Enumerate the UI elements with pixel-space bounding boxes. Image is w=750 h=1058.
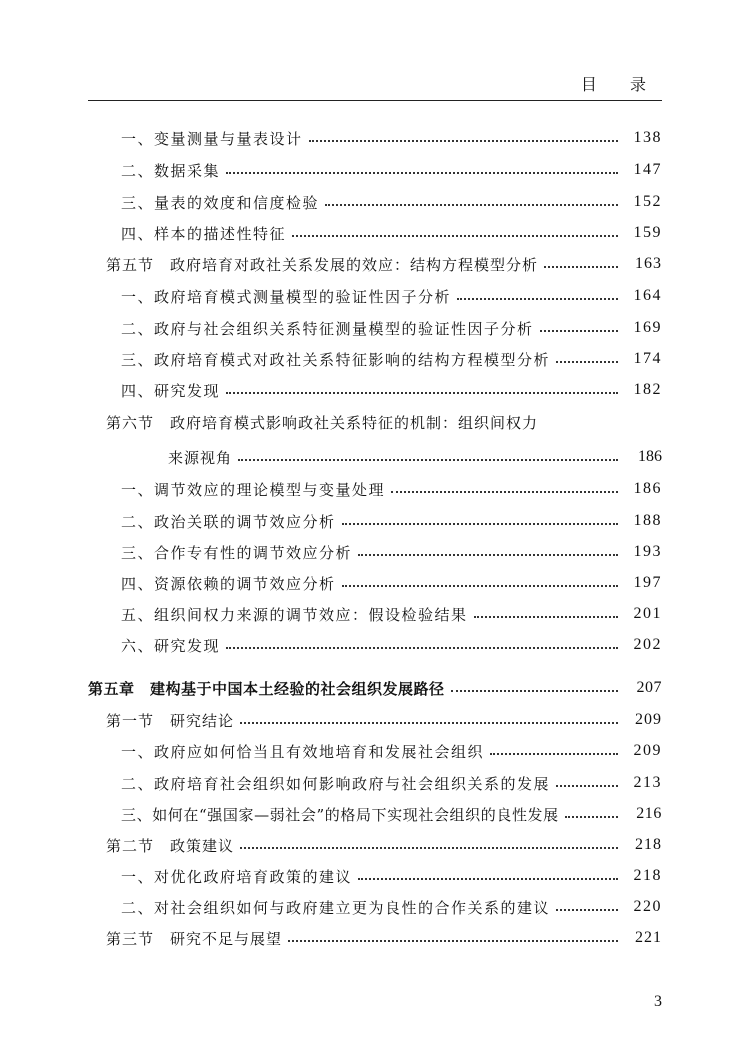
toc-entry[interactable] <box>121 123 662 153</box>
toc-section-entry[interactable] <box>168 442 662 472</box>
toc-entry-label: 三、量表的效度和信度检验 <box>121 193 320 212</box>
toc-entry[interactable] <box>121 537 662 567</box>
toc-page-number: 209 <box>633 742 662 759</box>
toc-page-number: 216 <box>636 805 662 822</box>
toc-entry-label: 一、调节效应的理论模型与变量处理 <box>121 480 386 499</box>
toc-entry-label: 二、数据采集 <box>121 161 221 180</box>
toc-entry-label: 一、政府应如何恰当且有效地培育和发展社会组织 <box>121 742 485 761</box>
dot-leader <box>474 616 618 618</box>
dot-leader <box>226 647 618 649</box>
toc-entry-label: 三、政府培育模式对政社关系特征影响的结构方程模型分析 <box>121 350 551 369</box>
toc-entry-label: 三、如何在“强国家—弱社会”的格局下实现社会组织的良性发展 <box>121 805 559 824</box>
toc-entry[interactable] <box>121 474 662 504</box>
toc-page-number: 209 <box>635 711 662 728</box>
dot-leader <box>288 940 618 942</box>
toc-entry-label: 二、政府与社会组织关系特征测量模型的验证性因子分析 <box>121 319 534 338</box>
toc-entry-label: 一、对优化政府培育政策的建议 <box>121 867 353 886</box>
toc-section-entry[interactable] <box>106 705 662 735</box>
toc-page-number: 213 <box>633 774 662 791</box>
toc-entry-label: 第一节 研究结论 <box>106 711 235 730</box>
toc-entry[interactable] <box>121 892 662 922</box>
toc-page-number: 218 <box>633 867 662 884</box>
toc-page-number: 221 <box>635 929 662 946</box>
toc-entry-label: 来源视角 <box>168 448 233 467</box>
toc-page-number: 159 <box>633 224 662 241</box>
toc-page-number: 201 <box>633 605 662 622</box>
dot-leader <box>226 172 618 174</box>
toc-page-number: 186 <box>638 448 662 465</box>
toc-entry[interactable] <box>121 768 662 798</box>
dot-leader <box>556 785 618 787</box>
dot-leader <box>240 847 618 849</box>
dot-leader <box>565 816 618 818</box>
toc-entry[interactable] <box>121 218 662 248</box>
toc-page-number: 138 <box>633 129 662 146</box>
toc-page-number: 164 <box>633 287 662 304</box>
dot-leader <box>490 753 618 755</box>
dot-leader <box>342 523 618 525</box>
running-header <box>88 64 662 101</box>
dot-leader <box>240 722 618 724</box>
toc-entry[interactable] <box>121 155 662 185</box>
toc-entry[interactable] <box>121 313 662 343</box>
toc-entry-label: 二、政府培育社会组织如何影响政府与社会组织关系的发展 <box>121 774 551 793</box>
page-number: 3 <box>654 993 662 1010</box>
dot-leader <box>238 459 618 461</box>
toc-section-entry[interactable] <box>106 830 662 860</box>
toc-page-number: 147 <box>633 161 662 178</box>
toc-entry-label: 第五章 建构基于中国本土经验的社会组织发展路径 <box>88 679 445 698</box>
toc-page-number: 169 <box>633 319 662 336</box>
toc-page-number: 220 <box>633 898 662 915</box>
toc-page-number: 218 <box>635 836 662 853</box>
toc-entry-label: 第二节 政策建议 <box>106 836 235 855</box>
toc-page-number: 193 <box>633 543 662 560</box>
toc-page-number: 174 <box>633 350 662 367</box>
dot-leader <box>292 235 618 237</box>
toc-entry-label: 一、政府培育模式测量模型的验证性因子分析 <box>121 287 452 306</box>
toc-entry-label: 第三节 研究不足与展望 <box>106 929 283 948</box>
toc-page-number: 182 <box>633 381 662 398</box>
toc-section-entry[interactable] <box>106 249 662 279</box>
dot-leader <box>309 140 618 142</box>
toc-chapter-entry[interactable] <box>88 673 662 703</box>
dot-leader <box>556 909 618 911</box>
toc-entry[interactable] <box>121 799 662 829</box>
toc-entry-label: 四、样本的描述性特征 <box>121 224 287 243</box>
toc-entry-label: 四、研究发现 <box>121 381 221 400</box>
toc-entry-label: 一、变量测量与量表设计 <box>121 129 303 148</box>
toc-section-entry-line1[interactable]: 第六节 政府培育模式影响政社关系特征的机制：组织间权力 <box>106 414 539 432</box>
toc-entry[interactable] <box>121 375 662 405</box>
toc-entry[interactable] <box>121 187 662 217</box>
toc-entry[interactable] <box>121 861 662 891</box>
toc-entry[interactable] <box>121 506 662 536</box>
dot-leader <box>457 298 618 300</box>
toc-page-number: 163 <box>635 255 662 272</box>
toc-entry-label: 二、政治关联的调节效应分析 <box>121 512 336 531</box>
toc-entry-label: 六、研究发现 <box>121 636 221 655</box>
dot-leader <box>226 392 618 394</box>
toc-entry[interactable] <box>121 344 662 374</box>
toc-entry[interactable] <box>121 630 662 660</box>
toc-entry-label: 三、合作专有性的调节效应分析 <box>121 543 353 562</box>
dot-leader <box>342 585 618 587</box>
dot-leader <box>391 491 618 493</box>
dot-leader <box>540 330 618 332</box>
toc-entry[interactable] <box>121 568 662 598</box>
toc-entry[interactable] <box>121 736 662 766</box>
toc-page-number: 152 <box>633 193 662 210</box>
toc-page-number: 197 <box>633 574 662 591</box>
toc-section-entry[interactable] <box>106 923 662 953</box>
toc-entry-label: 四、资源依赖的调节效应分析 <box>121 574 336 593</box>
dot-leader <box>556 361 618 363</box>
toc-entry-label: 五、组织间权力来源的调节效应：假设检验结果 <box>121 605 468 624</box>
dot-leader <box>358 554 618 556</box>
toc-entry-label: 第五节 政府培育对政社关系发展的效应：结构方程模型分析 <box>106 255 539 274</box>
header-title: 目 录 <box>580 75 660 94</box>
toc-entry-label: 二、对社会组织如何与政府建立更为良性的合作关系的建议 <box>121 898 551 917</box>
toc-entry[interactable] <box>121 599 662 629</box>
toc-page-number: 202 <box>633 636 662 653</box>
dot-leader <box>358 878 618 880</box>
toc-page-number: 188 <box>633 512 662 529</box>
toc-entry[interactable] <box>121 281 662 311</box>
dot-leader <box>544 266 618 268</box>
toc-page-number: 207 <box>636 679 662 696</box>
dot-leader <box>451 690 618 692</box>
dot-leader <box>325 204 618 206</box>
toc-page-number: 186 <box>633 480 662 497</box>
